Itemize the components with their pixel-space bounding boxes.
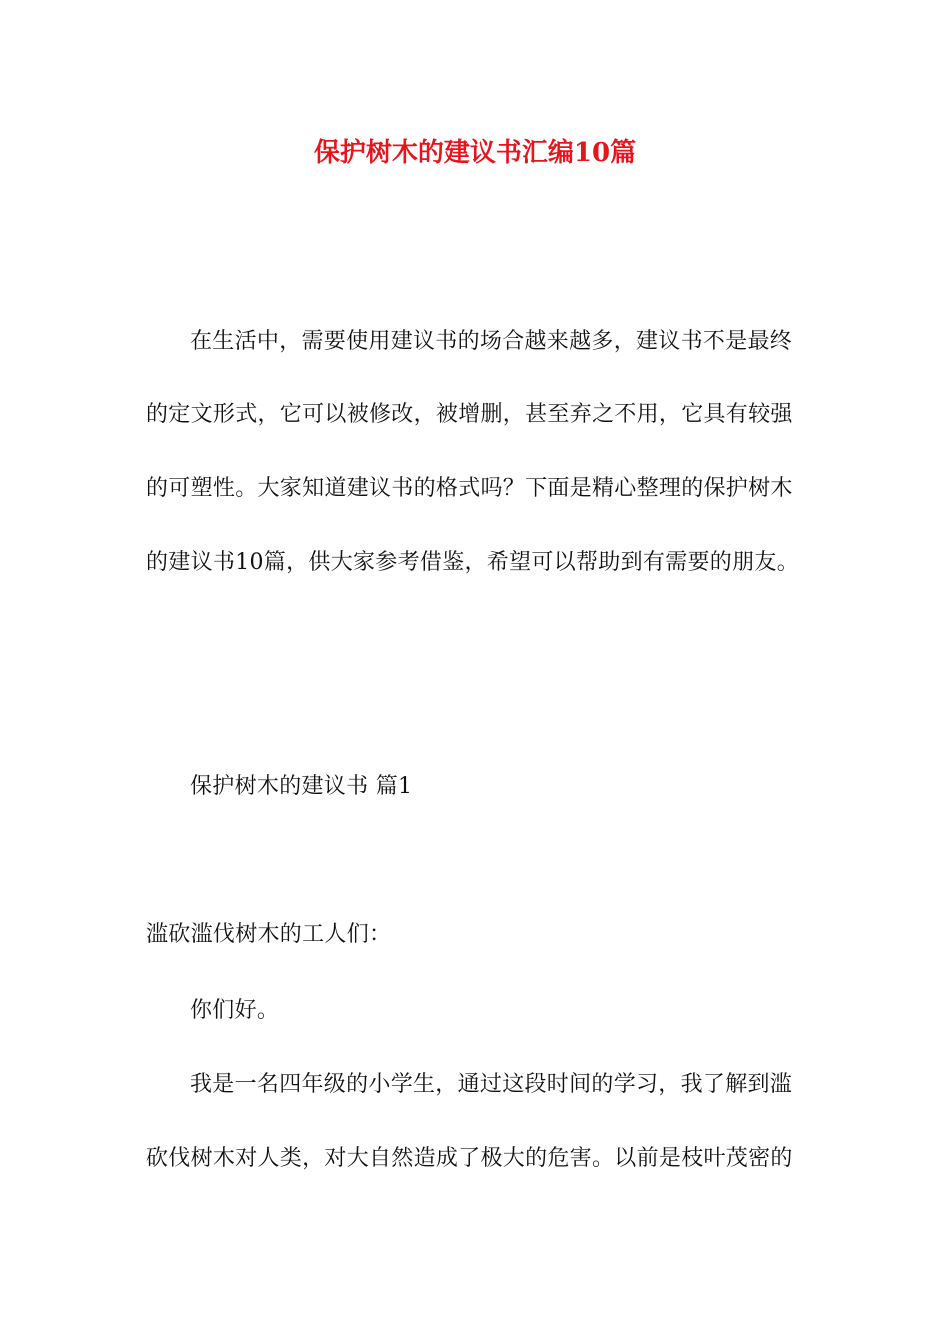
body-line-2: 砍伐树木对人类，对大自然造成了极大的危害。以前是枝叶茂密的: [146, 1146, 793, 1171]
intro-line-2: 的定文形式，它可以被修改，被增删，甚至弃之不用，它具有较强: [146, 402, 793, 427]
intro-line-3: 的可塑性。大家知道建议书的格式吗？下面是精心整理的保护树木: [146, 476, 793, 501]
intro-line-1: 在生活中，需要使用建议书的场合越来越多，建议书不是最终: [190, 329, 793, 354]
intro-line-4: 的建议书10篇，供大家参考借鉴，希望可以帮助到有需要的朋友。: [146, 550, 799, 575]
body-line-1: 我是一名四年级的小学生，通过这段时间的学习，我了解到滥: [190, 1072, 793, 1097]
section-heading: 保护树木的建议书 篇1: [190, 774, 413, 799]
document-title: 保护树木的建议书汇编10篇: [313, 138, 637, 168]
greeting: 你们好。: [190, 998, 280, 1023]
salutation: 滥砍滥伐树木的工人们：: [146, 922, 392, 947]
